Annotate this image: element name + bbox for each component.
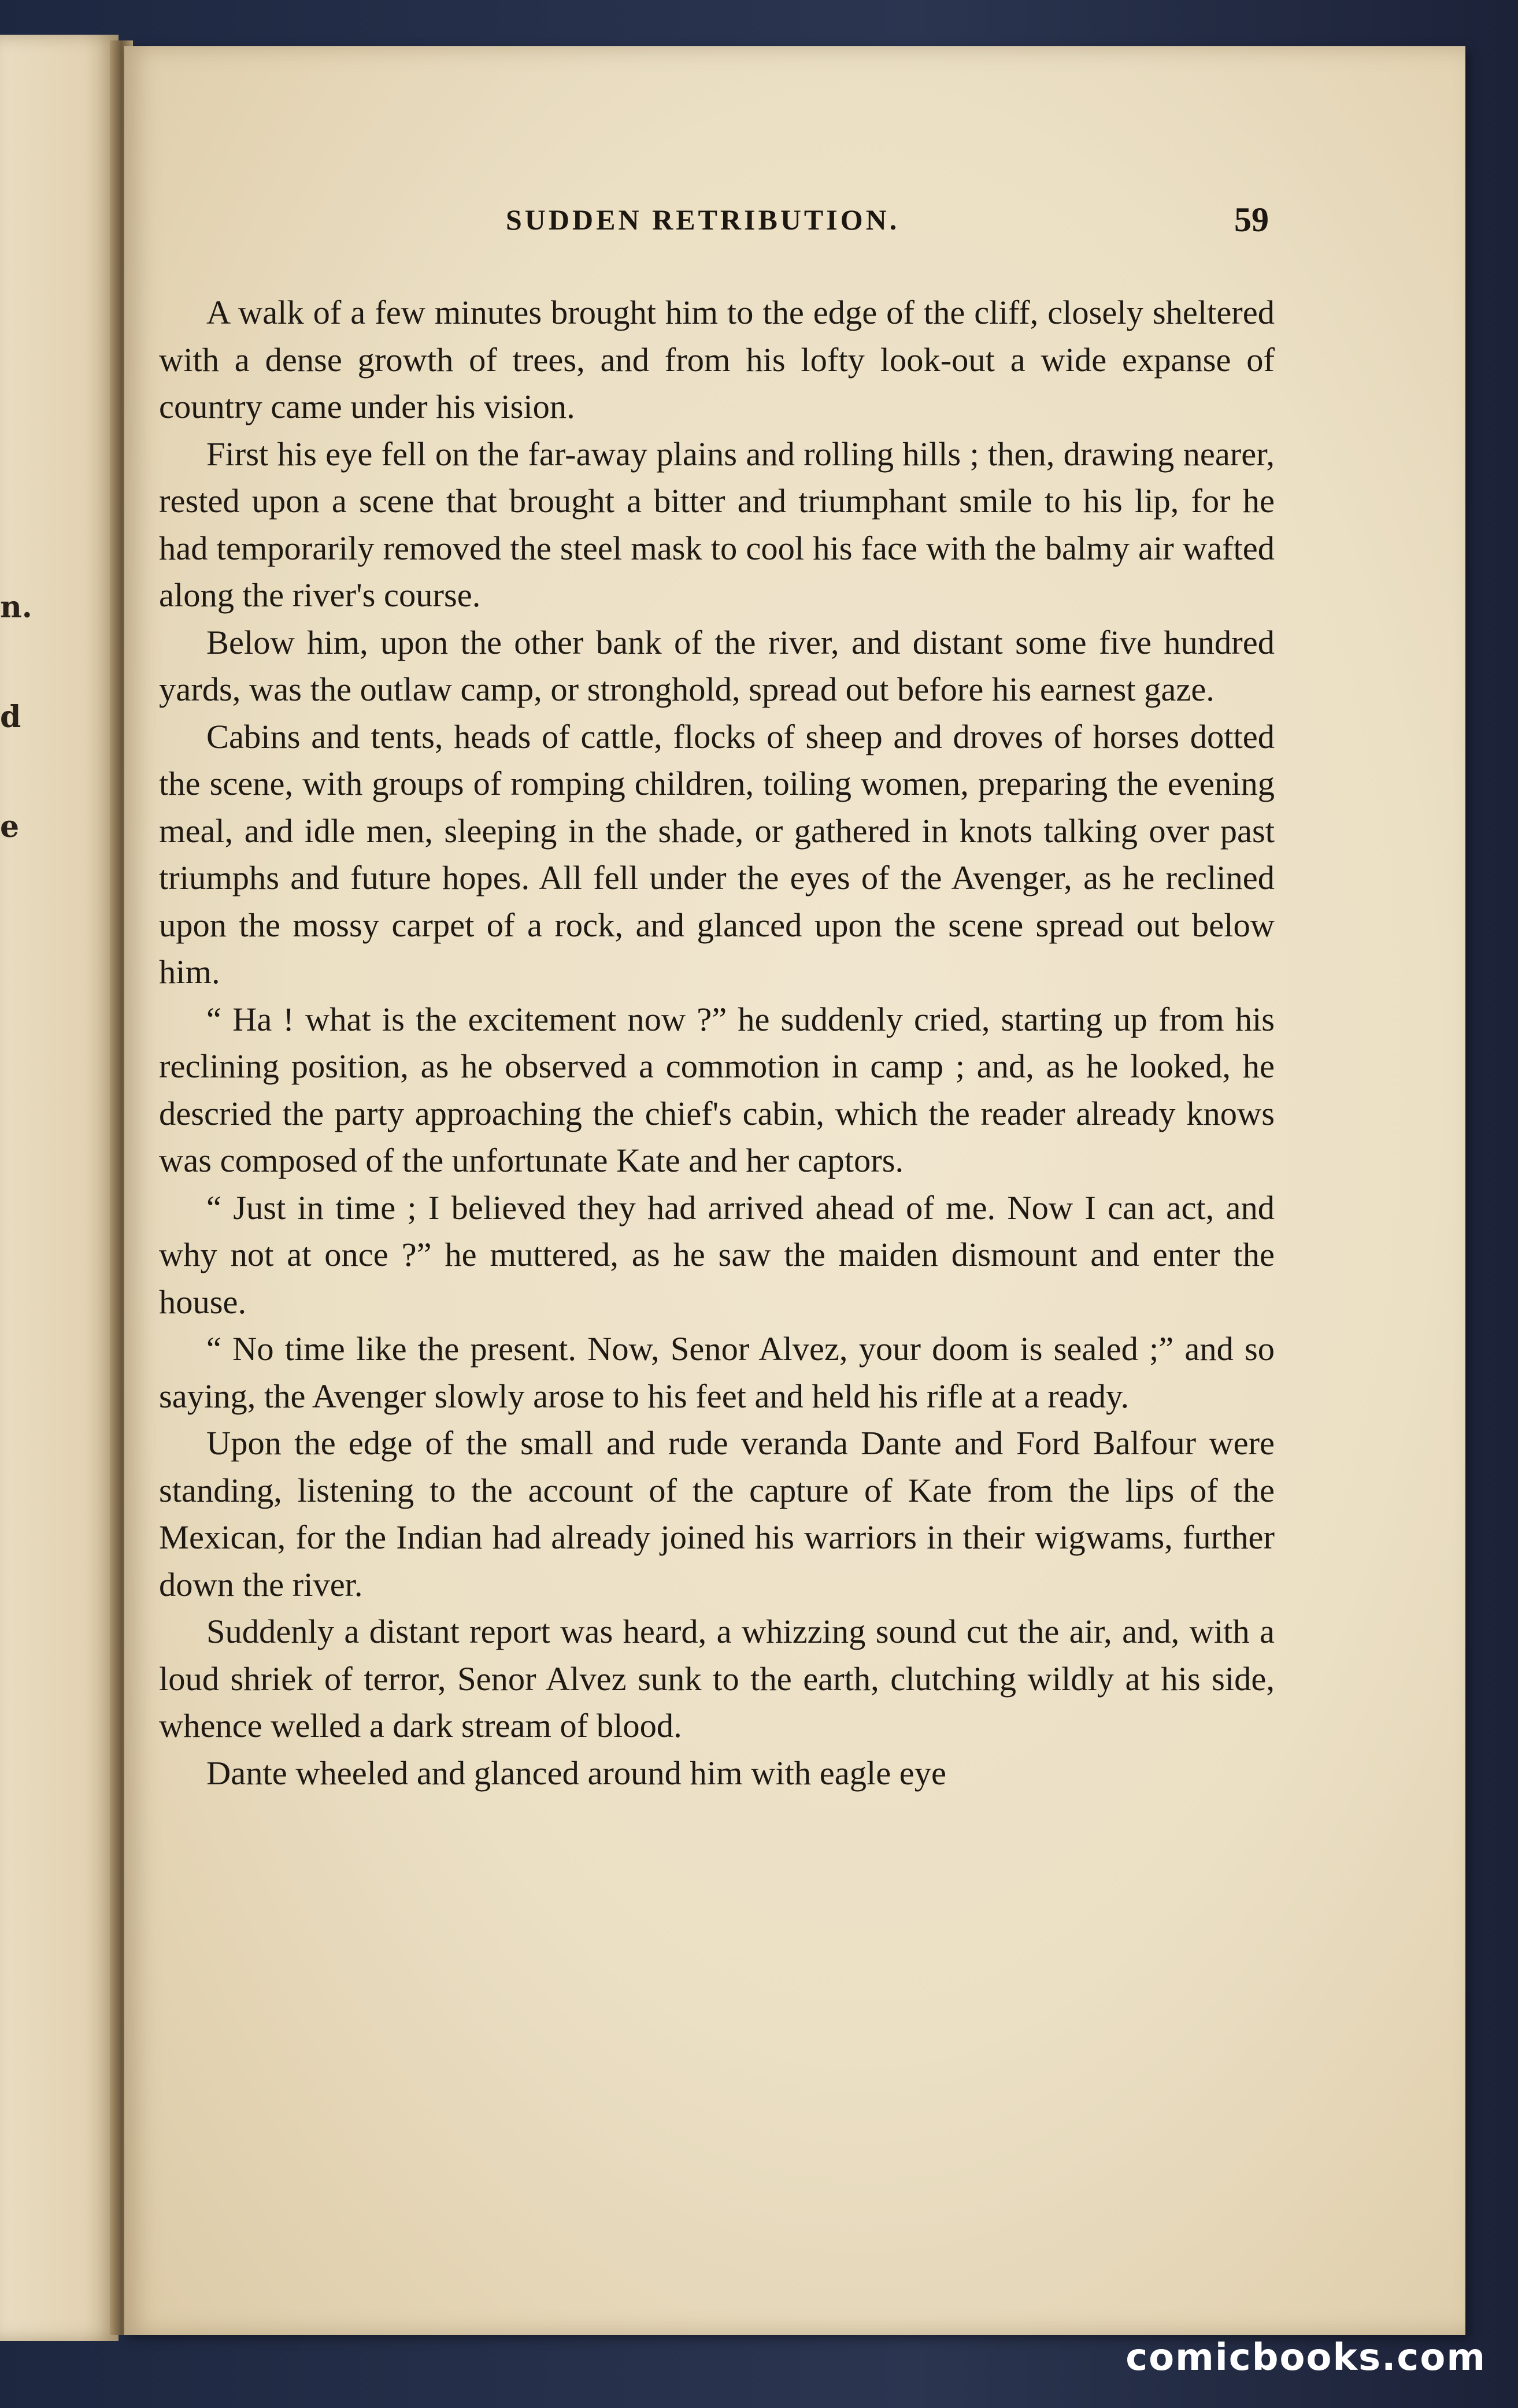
- page-body: [159, 289, 1275, 1796]
- previous-page-fragment: e: [0, 809, 20, 844]
- book-page: [124, 46, 1465, 2335]
- paragraph: Cabins and tents, heads of cattle, flocks of sheep and droves of horses dotted the scene, with groups of romping children, toiling women, preparing the evening meal, and idle men, sleeping in the shade, or gathered in knots talking over past triumphs and future hopes. All fell under the eyes of the Avenger, as he reclined upon the mossy carpet of a rock, and glanced upon the scene spread out below him.: [159, 717, 1275, 991]
- previous-page-edge: [0, 35, 119, 2341]
- paragraph: Below him, upon the other bank of the river, and distant some five hundred yards, was the outlaw camp, or stronghold, spread out before his earnest gaze.: [159, 623, 1275, 708]
- paragraph: First his eye fell on the far-away plains and rolling hills ; then, drawing nearer, rested upon a scene that brought a bitter and triumphant smile to his lip, for he had temporarily removed the steel mask to cool his face with the balmy air wafted along the river's course.: [159, 435, 1275, 614]
- site-watermark: comicbooks.com: [1125, 2336, 1486, 2379]
- paragraph: Dante wheeled and glanced around him with eagle eye: [206, 1754, 946, 1792]
- previous-page-fragment: d: [0, 699, 21, 735]
- running-head: SUDDEN RETRIBUTION.: [506, 203, 900, 236]
- paragraph: “ Just in time ; I believed they had arrived ahead of me. Now I can act, and why not at once ?” he muttered, as he saw the maiden dismount and enter the house.: [159, 1188, 1275, 1321]
- paragraph: Upon the edge of the small and rude veranda Dante and Ford Balfour were standing, listening to the account of the capture of Kate from the lips of the Mexican, for the Indian had already joined his warriors in their wigwams, further down the river.: [159, 1424, 1275, 1603]
- paragraph: Suddenly a distant report was heard, a whizzing sound cut the air, and, with a loud shriek of terror, Senor Alvez sunk to the earth, clutching wildly at his side, whence welled a dark stream of blood.: [159, 1613, 1275, 1744]
- paragraph: A walk of a few minutes brought him to the edge of the cliff, closely sheltered with a dense growth of trees, and from his lofty look-out a wide expanse of country came under his vision.: [159, 294, 1275, 425]
- page-number: 59: [1234, 201, 1269, 239]
- paragraph: “ No time like the present. Now, Senor Alvez, your doom is sealed ;” and so saying, the Avenger slowly arose to his feet and held his rifle at a ready.: [159, 1330, 1275, 1415]
- paragraph: “ Ha ! what is the excitement now ?” he suddenly cried, starting up from his reclining position, as he observed a commotion in camp ; and, as he looked, he descried the party approaching the chief's cabin, which the reader already knows was composed of the unfortunate Kate and her captors.: [159, 1000, 1275, 1179]
- previous-page-fragment: n.: [0, 590, 32, 625]
- page-header: [124, 194, 1465, 246]
